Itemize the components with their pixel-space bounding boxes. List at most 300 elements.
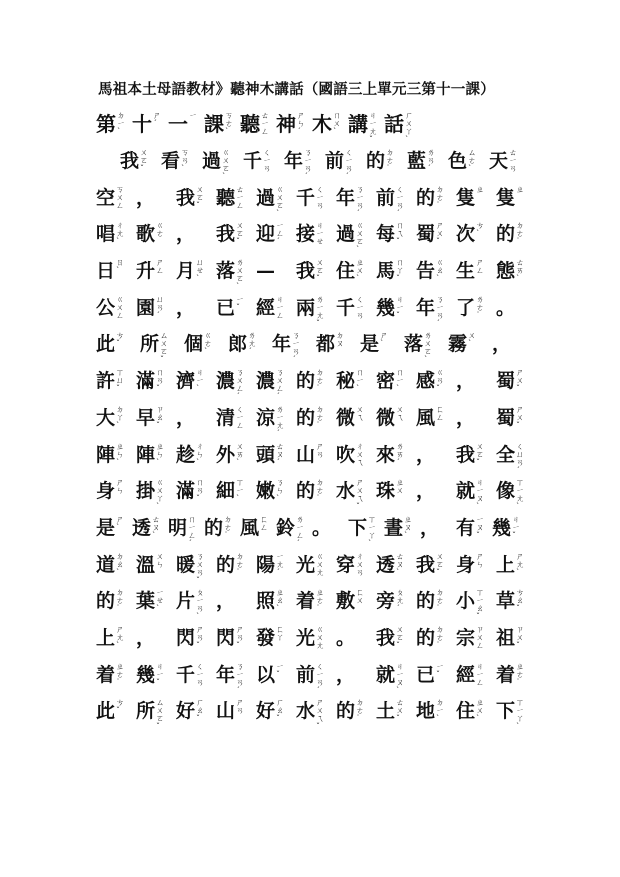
char-cell: [336, 626, 376, 650]
char-cell: [296, 443, 336, 467]
hanzi-char: 郎: [228, 333, 248, 356]
hanzi-char: 涼: [256, 406, 276, 429]
hanzi-char: 的: [96, 590, 116, 613]
char-cell: [416, 259, 456, 283]
zhuyin-annotation: ㄊ ㄧ ㄥ: [236, 184, 245, 210]
char-cell: [496, 663, 536, 687]
hanzi-char: 此: [96, 700, 116, 723]
hanzi-char: 濃: [256, 370, 276, 393]
zhuyin-annotation: ㄖ ˋ: [116, 258, 125, 276]
char-cell: [496, 626, 536, 650]
zhuyin-annotation: ㄋ ㄨ ㄥ ˊ: [276, 368, 285, 402]
zhuyin-annotation: ㄍ ㄨ ㄤ: [316, 624, 325, 650]
zhuyin-annotation: ㄌ ㄢ ˊ: [427, 148, 436, 173]
hanzi-char: 下: [496, 700, 516, 723]
char-cell: [216, 626, 256, 650]
hanzi-char: 兩: [296, 296, 316, 319]
hanzi-char: 的: [296, 406, 316, 429]
char-cell: [240, 516, 276, 540]
hanzi-char: 已: [416, 663, 436, 686]
hanzi-char: 微: [376, 406, 396, 429]
hanzi-char: 一: [168, 112, 188, 136]
hanzi-char: 公: [96, 296, 116, 319]
hanzi-char: 旁: [376, 590, 396, 613]
char-cell: [176, 626, 216, 650]
hanzi-char: 山: [296, 443, 316, 466]
hanzi-char: 光: [296, 626, 316, 649]
text-line: [96, 699, 536, 736]
char-cell: [243, 149, 284, 173]
zhuyin-annotation: ㄍ ㄨ ㄛ ˋ: [276, 184, 285, 218]
hanzi-char: 像: [496, 480, 516, 503]
char-cell: [296, 479, 336, 503]
zhuyin-annotation: ㄈ ㄥ: [436, 404, 445, 422]
hanzi-char: 唱: [96, 223, 116, 246]
hanzi-char: 年: [336, 186, 356, 209]
hanzi-char: 看: [161, 150, 181, 172]
char-cell: [496, 186, 536, 210]
zhuyin-annotation: ㄓ: [476, 184, 485, 194]
hanzi-char: 光: [296, 553, 316, 576]
zhuyin-annotation: ㄨ ˋ: [468, 331, 477, 349]
hanzi-char: 所: [136, 700, 156, 723]
char-cell: [202, 149, 243, 181]
zhuyin-annotation: ㄊ ㄡ ˋ: [396, 551, 405, 577]
hanzi-char: 都: [316, 333, 336, 356]
hanzi-char: ，: [176, 406, 196, 429]
hanzi-char: 前: [376, 186, 396, 209]
char-cell: [256, 479, 296, 503]
text-line: [96, 443, 536, 480]
hanzi-char: 木: [312, 112, 332, 136]
char-cell: [456, 406, 496, 430]
char-cell: [336, 369, 376, 393]
hanzi-char: 鈴: [276, 516, 296, 539]
zhuyin-annotation: ㄍ ㄨ ㄥ: [116, 294, 125, 320]
hanzi-char: 嫩: [256, 480, 276, 503]
hanzi-char: 前: [296, 663, 316, 686]
hanzi-char: 升: [136, 260, 156, 283]
zhuyin-annotation: ㄨ ㄛ ˇ: [436, 551, 445, 577]
zhuyin-annotation: ㄙ ㄜ ˋ: [468, 148, 477, 173]
char-cell: [404, 332, 448, 364]
hanzi-char: 過: [202, 150, 222, 172]
char-cell: [96, 479, 136, 503]
zhuyin-annotation: ㄕ ˊ: [153, 111, 161, 128]
hanzi-char: 我: [416, 553, 436, 576]
hanzi-char: 迎: [256, 223, 276, 246]
hanzi-char: 外: [216, 443, 236, 466]
zhuyin-annotation: ㄧ ㄤ ˊ: [276, 551, 285, 577]
zhuyin-annotation: ㄧ ㄡ ˇ: [476, 514, 485, 540]
zhuyin-annotation: ㄇ ㄨ ˋ: [333, 111, 341, 136]
char-cell: [456, 663, 496, 687]
zhuyin-annotation: ㄓ ㄡ ˋ: [404, 514, 413, 540]
char-cell: [96, 699, 136, 723]
hanzi-char: 幾: [492, 516, 512, 539]
zhuyin-annotation: ㄒ ㄧ ㄚ ˋ: [516, 698, 525, 732]
hanzi-char: 敷: [336, 590, 356, 613]
char-cell: [496, 699, 536, 731]
hanzi-char: 此: [96, 333, 116, 356]
text-line: [96, 369, 536, 406]
char-cell: [376, 222, 416, 246]
char-cell: [496, 553, 536, 577]
zhuyin-annotation: ㄍ ㄨ ㄚ ˋ: [156, 478, 165, 512]
char-cell: [256, 259, 296, 283]
zhuyin-annotation: ㄐ ㄧ ˇ: [156, 661, 165, 687]
char-cell: [376, 369, 416, 393]
hanzi-char: 微: [336, 406, 356, 429]
hanzi-char: 頭: [256, 443, 276, 466]
zhuyin-annotation: ㄌ ㄤ ˊ: [248, 331, 257, 357]
zhuyin-annotation: ㄊ ㄧ ㄥ: [261, 111, 269, 136]
zhuyin-annotation: ㄧ ㄥ ˊ: [276, 221, 285, 247]
zhuyin-annotation: ㄋ ㄧ ㄢ ˊ: [236, 661, 245, 695]
zhuyin-annotation: ㄌ ㄞ ˊ: [396, 441, 405, 467]
hanzi-char: 就: [376, 663, 396, 686]
char-cell: [216, 589, 256, 613]
hanzi-char: 宗: [456, 626, 476, 649]
text-line: [96, 296, 536, 333]
zhuyin-annotation: ㄕ ㄤ ˋ: [116, 624, 125, 650]
hanzi-char: 草: [496, 590, 516, 613]
char-cell: [496, 259, 536, 283]
zhuyin-annotation: ㄉ ㄡ: [336, 331, 345, 349]
zhuyin-annotation: ㄉ ㄜ ˙: [316, 368, 325, 394]
hanzi-char: 隻: [496, 186, 516, 209]
hanzi-char: 住: [336, 260, 356, 283]
hanzi-char: 着: [496, 663, 516, 686]
zhuyin-annotation: ㄋ ㄧ ㄢ ˊ: [436, 294, 445, 328]
zhuyin-annotation: ㄐ ㄧ ˇ: [396, 294, 405, 320]
hanzi-char: 的: [296, 370, 316, 393]
char-cell: [496, 222, 536, 246]
hanzi-char: 藍: [407, 150, 427, 172]
hanzi-char: 馬: [376, 260, 396, 283]
zhuyin-annotation: ㄋ ㄧ ㄢ ˊ: [292, 331, 301, 365]
zhuyin-annotation: ㄩ ㄝ ˋ: [196, 258, 205, 284]
zhuyin-annotation: ㄨ ㄛ ˇ: [196, 184, 205, 210]
zhuyin-annotation: ㄕ ˋ: [116, 514, 125, 532]
hanzi-char: 土: [376, 700, 396, 723]
hanzi-char: 照: [256, 590, 276, 613]
char-cell: [416, 406, 456, 430]
hanzi-char: 祖: [496, 626, 516, 649]
zhuyin-annotation: ㄑ ㄩ ㄢ ˊ: [516, 441, 525, 475]
zhuyin-annotation: ㄉ ㄜ ˙: [356, 698, 365, 724]
zhuyin-annotation: ㄕ ㄥ: [476, 258, 485, 276]
zhuyin-annotation: ㄈ ㄥ: [260, 514, 269, 532]
hanzi-char: 住: [456, 700, 476, 723]
zhuyin-annotation: ㄌ ㄜ ˙: [476, 294, 485, 320]
document-header: 馬祖本土母語教材》聽神木講話（國語三上單元三第十一課）: [98, 81, 495, 98]
hanzi-char: 溫: [136, 553, 156, 576]
char-cell: [284, 149, 325, 181]
char-cell: [456, 699, 496, 723]
char-cell: [376, 443, 416, 467]
zhuyin-annotation: ㄐ ㄧ ㄤ ˇ: [369, 111, 377, 144]
char-cell: [456, 553, 496, 577]
hanzi-char: 細: [216, 480, 236, 503]
hanzi-char: 的: [496, 223, 516, 246]
zhuyin-annotation: ㄐ ㄧ ˇ: [512, 514, 521, 540]
zhuyin-annotation: ㄎ ㄢ ˋ: [181, 148, 190, 173]
hanzi-char: 個: [184, 333, 204, 356]
hanzi-char: ，: [176, 296, 196, 319]
hanzi-char: 身: [96, 480, 116, 503]
char-cell: [336, 222, 376, 254]
zhuyin-annotation: ㄊ ㄞ ˋ: [516, 258, 525, 284]
char-cell: [96, 112, 132, 136]
char-cell: [489, 149, 530, 173]
char-cell: [96, 589, 136, 613]
hanzi-char: 。: [312, 516, 332, 539]
hanzi-char: 話: [384, 112, 404, 136]
char-cell: [161, 149, 202, 173]
char-cell: [416, 222, 456, 246]
hanzi-char: 十: [132, 112, 152, 136]
zhuyin-annotation: ㄍ ㄨ ㄤ: [316, 551, 325, 577]
hanzi-char: 早: [136, 406, 156, 429]
zhuyin-annotation: ㄎ ㄨ ㄥ: [116, 184, 125, 210]
char-cell: [96, 626, 136, 650]
char-cell: [136, 699, 176, 731]
zhuyin-annotation: ㄔ ㄤ ˋ: [116, 221, 125, 247]
char-cell: [96, 516, 132, 540]
char-cell: [132, 516, 168, 540]
zhuyin-annotation: ㄉ ㄜ ˙: [236, 551, 245, 577]
char-cell: [136, 589, 176, 613]
hanzi-char: 歌: [136, 223, 156, 246]
zhuyin-annotation: ㄗ ㄠ ˇ: [156, 404, 165, 430]
zhuyin-annotation: ㄕ ㄨ ㄟ ˇ: [356, 478, 365, 512]
zhuyin-annotation: ㄕ ㄨ ㄟ ˇ: [316, 698, 325, 732]
hanzi-char: 珠: [376, 480, 396, 503]
hanzi-char: 幾: [136, 663, 156, 686]
char-cell: [416, 369, 456, 393]
char-cell: [204, 112, 240, 136]
char-cell: [136, 443, 176, 467]
zhuyin-annotation: ㄐ ㄧ ㄝ: [316, 221, 325, 247]
hanzi-char: 月: [176, 260, 196, 283]
char-cell: [176, 222, 216, 246]
char-cell: [376, 553, 416, 577]
hanzi-char: 濃: [216, 370, 236, 393]
zhuyin-annotation: ㄈ ㄨ: [356, 588, 365, 606]
char-cell: [176, 186, 216, 210]
char-cell: [407, 149, 448, 173]
char-cell: [316, 332, 360, 356]
hanzi-char: 透: [132, 516, 152, 539]
char-cell: [216, 222, 256, 246]
char-cell: [296, 369, 336, 393]
char-cell: [336, 589, 376, 613]
text-line: [96, 332, 536, 369]
hanzi-char: 感: [416, 370, 436, 393]
char-cell: [416, 296, 456, 328]
zhuyin-annotation: ㄏ ㄨ ㄚ ˋ: [405, 111, 413, 144]
char-cell: [420, 516, 456, 540]
zhuyin-annotation: ㄕ ㄨ ˇ: [516, 404, 525, 430]
hanzi-char: ，: [420, 516, 440, 539]
zhuyin-annotation: ㄉ ㄧ ˋ: [436, 698, 445, 724]
hanzi-char: 上: [496, 553, 516, 576]
text-line: [96, 186, 536, 223]
zhuyin-annotation: ㄐ ㄧ ˋ: [196, 368, 205, 394]
hanzi-char: 蜀: [416, 223, 436, 246]
zhuyin-annotation: ㄒ ㄧ ˋ: [236, 478, 245, 504]
zhuyin-annotation: ㄋ ㄧ ㄢ ˊ: [304, 148, 313, 181]
zhuyin-annotation: ㄉ ㄜ ˙: [316, 478, 325, 504]
hanzi-char: 色: [448, 150, 468, 172]
zhuyin-annotation: ㄐ ㄧ ㄡ ˋ: [476, 478, 485, 512]
char-cell: [176, 553, 216, 585]
char-cell: [256, 222, 296, 246]
hanzi-char: 所: [140, 333, 160, 356]
hanzi-char: 千: [336, 296, 356, 319]
char-cell: [336, 296, 376, 320]
hanzi-char: 下: [348, 516, 368, 539]
hanzi-char: 神: [276, 112, 296, 136]
zhuyin-annotation: ㄉ ㄜ ˙: [516, 221, 525, 247]
char-cell: [96, 332, 140, 356]
char-cell: [312, 516, 348, 540]
text-line: [96, 149, 536, 186]
zhuyin-annotation: ㄕ ˋ: [380, 331, 389, 349]
zhuyin-annotation: ㄇ ㄧ ˋ: [356, 368, 365, 394]
zhuyin-annotation: ㄧ ˇ: [236, 294, 245, 312]
hanzi-char: 好: [256, 700, 276, 723]
char-cell: [325, 149, 366, 181]
zhuyin-annotation: ㄏ ㄠ ˇ: [196, 698, 205, 724]
hanzi-char: 發: [256, 626, 276, 649]
zhuyin-annotation: ㄌ ㄨ ㄛ ˋ: [236, 258, 245, 292]
char-cell: [276, 112, 312, 136]
hanzi-char: 已: [216, 296, 236, 319]
hanzi-char: ，: [456, 406, 476, 429]
hanzi-char: 聽: [216, 186, 236, 209]
zhuyin-annotation: ㄕ ㄢ ˇ: [236, 624, 245, 650]
char-cell: [376, 296, 416, 320]
hanzi-char: 接: [296, 223, 316, 246]
hanzi-char: 年: [216, 663, 236, 686]
hanzi-char: 我: [120, 150, 140, 172]
hanzi-char: 密: [376, 370, 396, 393]
hanzi-char: 閃: [176, 626, 196, 649]
hanzi-char: 全: [496, 443, 516, 466]
zhuyin-annotation: ㄊ ㄧ ㄢ: [509, 148, 518, 173]
hanzi-char: 的: [216, 553, 236, 576]
hanzi-char: 就: [456, 480, 476, 503]
char-cell: [136, 222, 176, 246]
hanzi-char: 次: [456, 223, 476, 246]
lesson-title: [96, 112, 420, 146]
char-cell: [296, 186, 336, 210]
char-cell: [272, 332, 316, 364]
zhuyin-annotation: ㄕ ㄤ ˋ: [516, 551, 525, 577]
char-cell: [96, 663, 136, 687]
zhuyin-annotation: ㄌ ㄧ ㄥ ˊ: [296, 514, 305, 548]
char-cell: [176, 589, 216, 621]
zhuyin-annotation: ㄒ ㄧ ㄤ ˋ: [516, 478, 525, 512]
zhuyin-annotation: ㄗ ㄨ ㄥ: [476, 624, 485, 650]
char-cell: [136, 296, 176, 320]
zhuyin-annotation: ㄑ ㄧ ㄥ: [236, 404, 245, 430]
char-cell: [456, 259, 496, 283]
char-cell: [96, 369, 136, 393]
char-cell: [296, 406, 336, 430]
hanzi-char: 晝: [384, 516, 404, 539]
hanzi-char: 年: [284, 150, 304, 172]
zhuyin-annotation: ㄧ: [189, 111, 197, 120]
zhuyin-annotation: ㄍ ㄠ ˋ: [436, 258, 445, 284]
zhuyin-annotation: ㄆ ㄧ ㄢ ˋ: [196, 588, 205, 622]
char-cell: [216, 479, 256, 503]
char-cell: [448, 332, 492, 356]
zhuyin-annotation: ㄉ ㄠ ˋ: [116, 551, 125, 577]
zhuyin-annotation: ㄨ ㄟ: [356, 404, 365, 422]
zhuyin-annotation: ㄕ ㄢ: [236, 698, 245, 716]
hanzi-char: 園: [136, 296, 156, 319]
char-cell: [136, 406, 176, 430]
hanzi-char: 大: [96, 406, 116, 429]
hanzi-char: 日: [96, 260, 116, 283]
zhuyin-annotation: ㄌ ㄧ ㄤ ˇ: [316, 294, 325, 328]
hanzi-char: 片: [176, 590, 196, 613]
zhuyin-annotation: ㄨ ㄛ ˇ: [316, 258, 325, 284]
zhuyin-annotation: ㄊ ㄨ ˇ: [396, 698, 405, 724]
zhuyin-annotation: ㄎ ㄜ ˋ: [225, 111, 233, 136]
char-cell: [336, 259, 376, 283]
zhuyin-annotation: ㄒ ㄩ ˇ: [116, 368, 125, 394]
hanzi-char: 透: [376, 553, 396, 576]
hanzi-char: 的: [416, 590, 436, 613]
hanzi-char: 態: [496, 260, 516, 283]
char-cell: [184, 332, 228, 356]
char-cell: [416, 626, 456, 650]
zhuyin-annotation: ㄧ ˇ: [276, 661, 285, 679]
zhuyin-annotation: ㄓ ㄣ ˋ: [116, 441, 125, 467]
zhuyin-annotation: ㄉ ㄜ ˙: [436, 588, 445, 614]
hanzi-char: 講: [348, 112, 368, 136]
zhuyin-annotation: ㄉ ㄜ ˙: [386, 148, 395, 173]
hanzi-char: 趁: [176, 443, 196, 466]
zhuyin-annotation: ㄊ ㄡ ˊ: [276, 441, 285, 467]
zhuyin-annotation: ㄇ ㄧ ˋ: [396, 368, 405, 394]
hanzi-char: 的: [204, 516, 224, 539]
lesson-body: [96, 149, 536, 736]
hanzi-char: 的: [366, 150, 386, 172]
char-cell: [176, 443, 216, 467]
char-cell: [416, 443, 456, 467]
char-cell: [492, 516, 528, 540]
char-cell: [336, 699, 376, 723]
hanzi-char: 隻: [456, 186, 476, 209]
zhuyin-annotation: ㄑ ㄧ ㄢ: [316, 184, 325, 210]
char-cell: [176, 479, 216, 503]
char-cell: [168, 516, 204, 548]
char-cell: [228, 332, 272, 356]
char-cell: [496, 479, 536, 511]
hanzi-char: 滿: [176, 480, 196, 503]
hanzi-char: 清: [216, 406, 236, 429]
char-cell: [132, 112, 168, 136]
char-cell: [256, 589, 296, 613]
hanzi-char: 過: [256, 186, 276, 209]
zhuyin-annotation: ㄍ ㄢ ˇ: [436, 368, 445, 394]
zhuyin-annotation: ㄐ ㄧ ㄥ: [476, 661, 485, 687]
